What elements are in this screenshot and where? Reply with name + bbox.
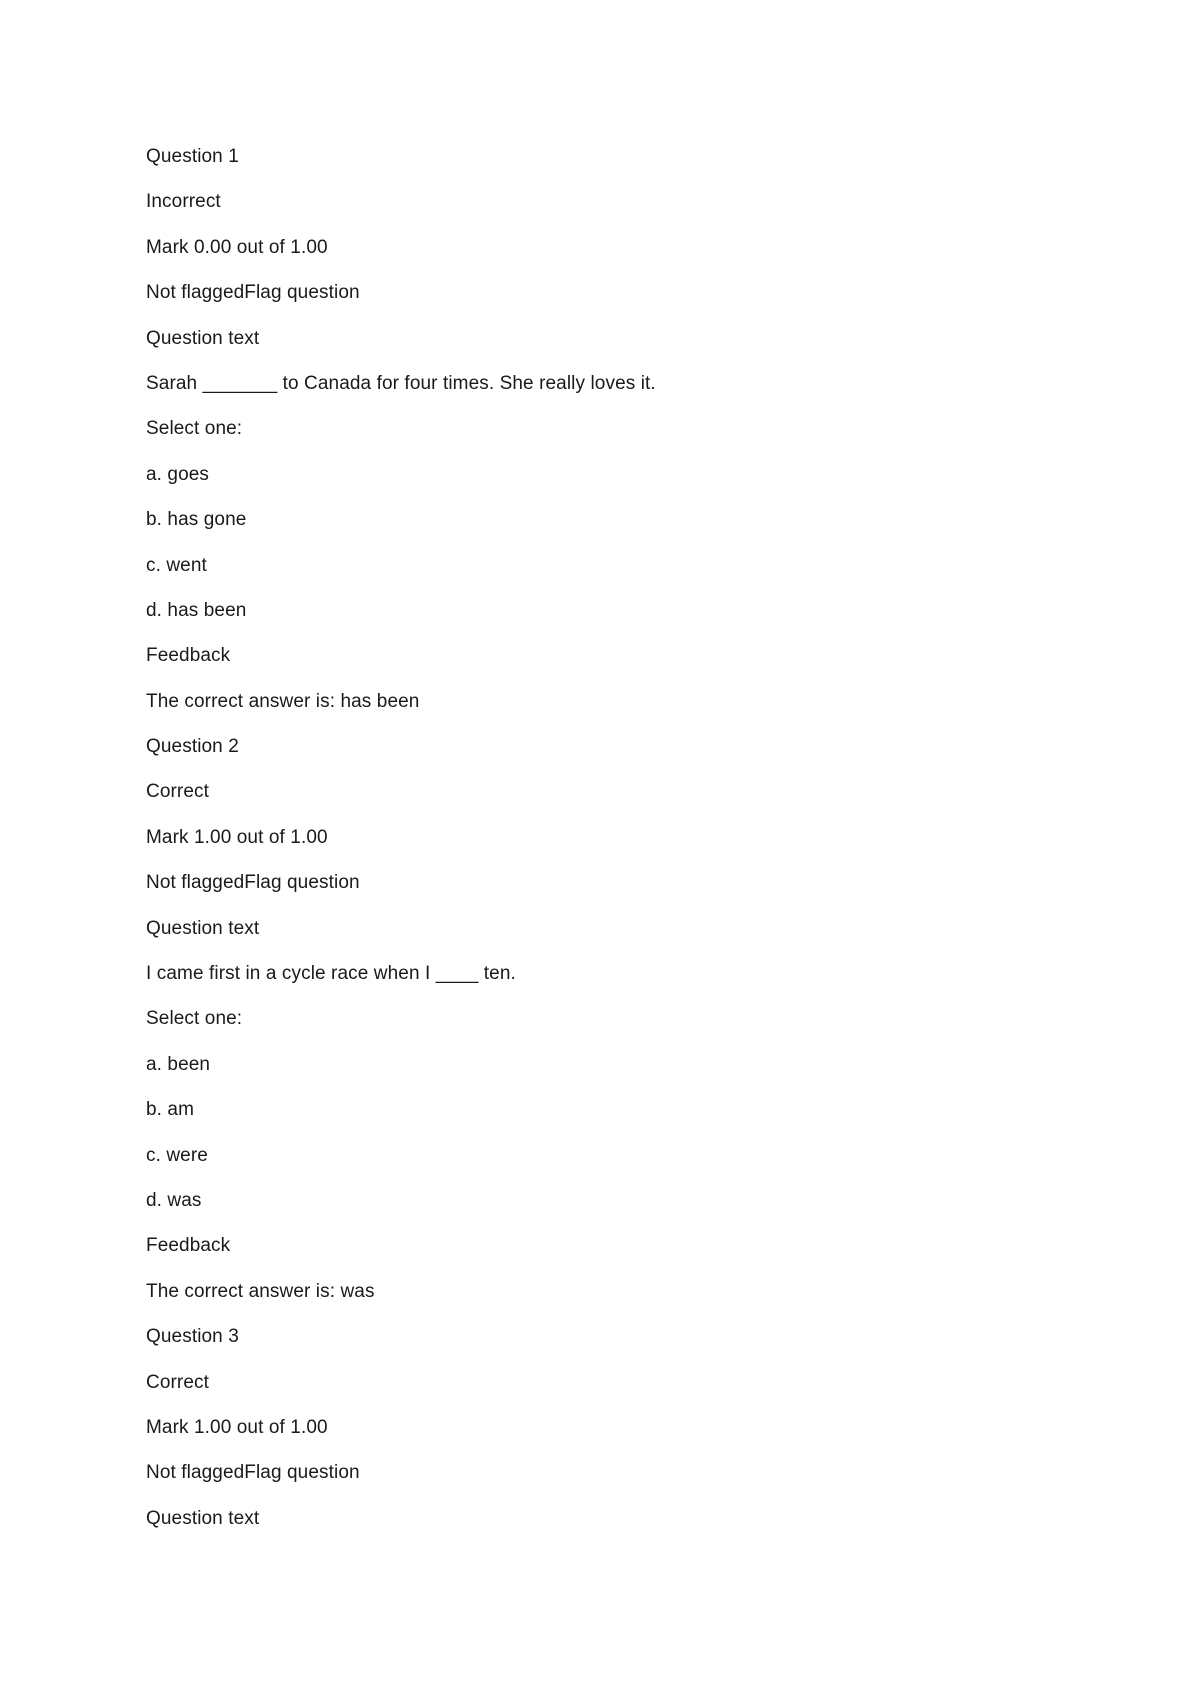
question-text-label: Question text [146, 917, 260, 939]
question-status: Correct [146, 781, 209, 803]
question-text-label: Question text [146, 327, 260, 349]
answer-option[interactable]: c. were [146, 1144, 208, 1166]
answer-option[interactable]: b. am [146, 1099, 195, 1121]
answer-option[interactable]: d. has been [146, 599, 247, 621]
question-status: Incorrect [146, 191, 221, 213]
answer-option[interactable]: c. went [146, 554, 207, 576]
question-block [146, 735, 1106, 1325]
flag-question-link[interactable]: Not flaggedFlag question [146, 872, 360, 894]
question-mark: Mark 1.00 out of 1.00 [146, 1416, 328, 1438]
question-status: Correct [146, 1371, 209, 1393]
feedback-label: Feedback [146, 645, 231, 667]
question-text-label: Question text [146, 1507, 260, 1529]
question-block [146, 1325, 1106, 1552]
select-one-label: Select one: [146, 1008, 243, 1030]
quiz-review-content [146, 145, 1106, 1552]
question-mark: Mark 0.00 out of 1.00 [146, 236, 328, 258]
flag-question-link[interactable]: Not flaggedFlag question [146, 1462, 360, 1484]
question-block [146, 145, 1106, 735]
question-text: Sarah _______ to Canada for four times. She really loves it. [146, 372, 656, 394]
flag-question-link[interactable]: Not flaggedFlag question [146, 282, 360, 304]
question-text: I came first in a cycle race when I ____ ten. [146, 963, 516, 985]
question-title: Question 2 [146, 736, 239, 758]
question-title: Question 1 [146, 146, 239, 167]
answer-option[interactable]: d. was [146, 1189, 202, 1211]
question-mark: Mark 1.00 out of 1.00 [146, 826, 328, 848]
select-one-label: Select one: [146, 418, 243, 440]
feedback-text: The correct answer is: was [146, 1280, 375, 1302]
feedback-label: Feedback [146, 1235, 231, 1257]
answer-option[interactable]: b. has gone [146, 509, 247, 531]
question-title: Question 3 [146, 1326, 239, 1348]
answer-option[interactable]: a. been [146, 1053, 211, 1075]
feedback-text: The correct answer is: has been [146, 690, 420, 712]
answer-option[interactable]: a. goes [146, 463, 210, 485]
